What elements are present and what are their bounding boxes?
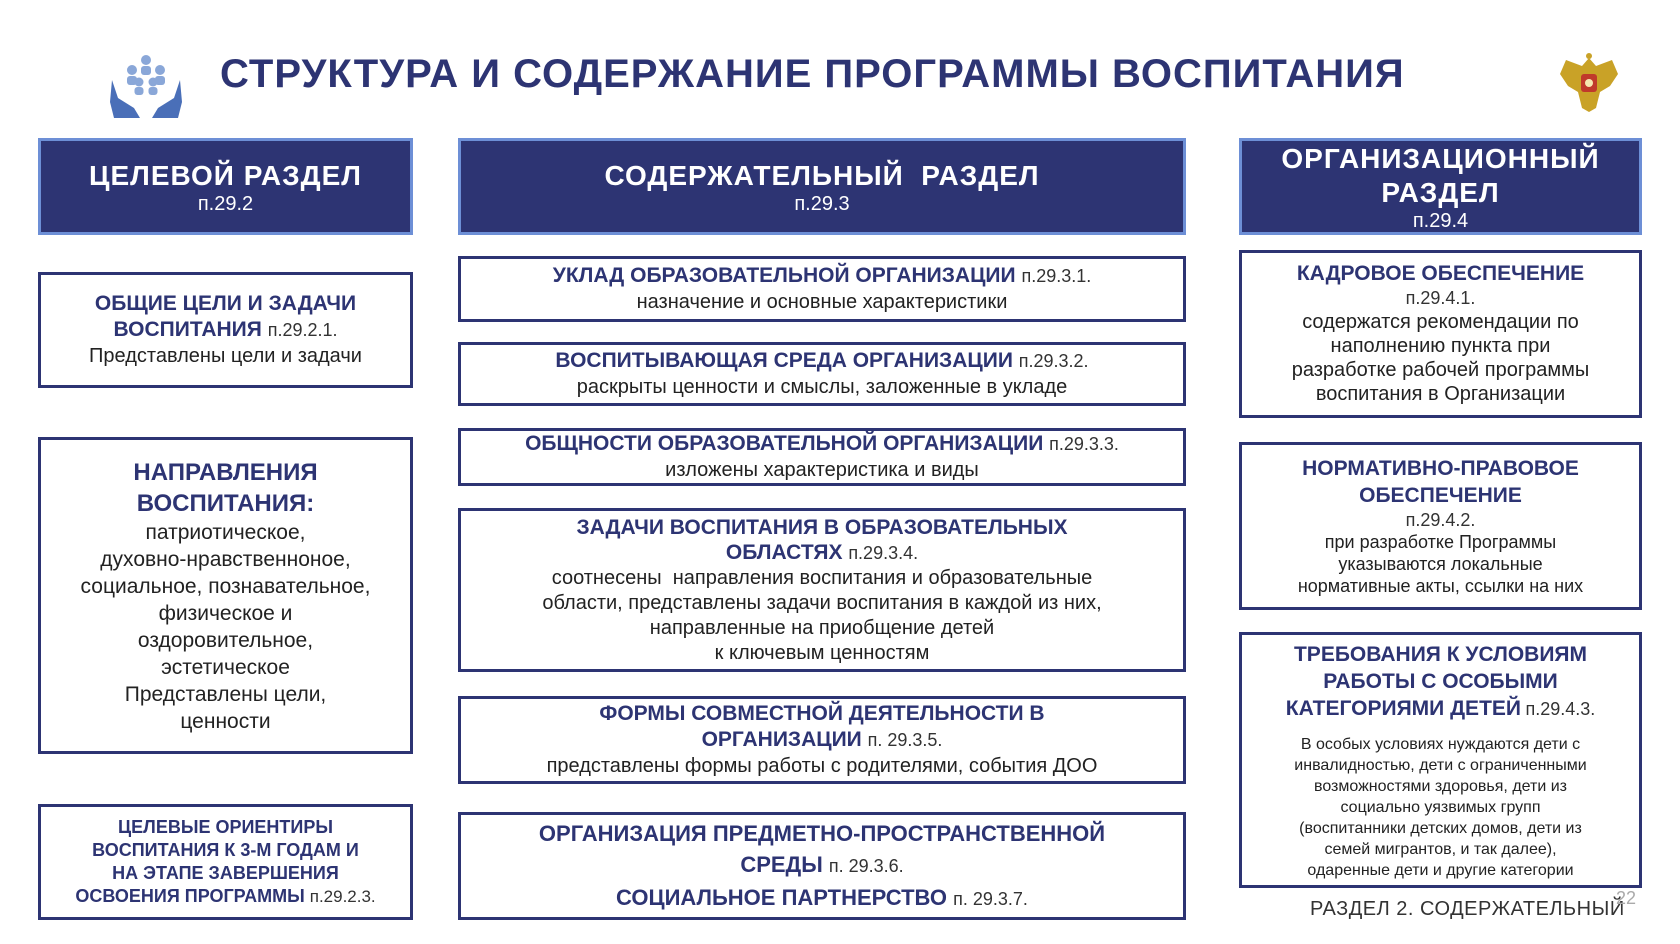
goals-ref: п.29.2.1. xyxy=(267,320,338,340)
trebovaniya-line: одаренные дети и другие категории xyxy=(1307,862,1574,879)
trebovaniya-line: социально уязвимых групп xyxy=(1340,799,1541,816)
obshchnosti-box xyxy=(458,428,1186,486)
uklad-desc: назначение и основные характеристики xyxy=(636,291,1008,313)
people-hands-icon xyxy=(108,52,184,120)
target-section-header xyxy=(38,138,413,235)
obshchnosti-title: ОБЩНОСТИ ОБРАЗОВАТЕЛЬНОЙ ОРГАНИЗАЦИИ xyxy=(525,432,1044,455)
kadry-line: наполнению пункта при xyxy=(1330,335,1551,357)
sreda-title: ВОСПИТЫВАЮЩАЯ СРЕДА ОРГАНИЗАЦИИ xyxy=(555,349,1013,372)
trebovaniya-line: инвалидностью, дети с ограниченными xyxy=(1294,757,1587,774)
directions-line: социальное, познавательное, xyxy=(80,574,371,598)
trebovaniya-title-line2: РАБОТЫ С ОСОБЫМИ xyxy=(1323,670,1558,693)
zadachi-title-line1: ЗАДАЧИ ВОСПИТАНИЯ В ОБРАЗОВАТЕЛЬНЫХ xyxy=(576,515,1068,539)
formy-title-line2: ОРГАНИЗАЦИИ xyxy=(701,728,862,751)
ppsr-ref: п. 29.3.6. xyxy=(828,855,904,876)
partnership-title: СОЦИАЛЬНОЕ ПАРТНЕРСТВО xyxy=(616,884,948,910)
benchmarks-line: ОСВОЕНИЯ ПРОГРАММЫ xyxy=(75,886,305,906)
zadachi-ref: п.29.3.4. xyxy=(848,542,919,563)
normativ-line: нормативные акты, ссылки на них xyxy=(1297,576,1584,596)
target-section-ref: п.29.2 xyxy=(197,192,254,215)
trebovaniya-title-line1: ТРЕБОВАНИЯ К УСЛОВИЯМ xyxy=(1293,643,1587,666)
kadry-line: содержатся рекомендации по xyxy=(1302,311,1579,333)
directions-box xyxy=(38,437,413,754)
ppsr-title-line1: ОРГАНИЗАЦИЯ ПРЕДМЕТНО-ПРОСТРАНСТВЕННОЙ xyxy=(538,820,1106,846)
org-section-header xyxy=(1239,138,1642,235)
sreda-desc: раскрыты ценности и смыслы, заложенные в укладе xyxy=(576,376,1068,398)
benchmarks-line: ВОСПИТАНИЯ К 3-М ГОДАМ И xyxy=(92,840,359,860)
formy-desc: представлены формы работы с родителями, события ДОО xyxy=(546,755,1098,777)
zadachi-box xyxy=(458,508,1186,672)
trebovaniya-line: семей мигрантов, и так далее), xyxy=(1324,841,1557,858)
obshchnosti-ref: п.29.3.3. xyxy=(1049,434,1119,454)
sreda-ref: п.29.3.2. xyxy=(1018,351,1089,371)
formy-title-line1: ФОРМЫ СОВМЕСТНОЙ ДЕЯТЕЛЬНОСТИ В xyxy=(599,702,1045,725)
uklad-box xyxy=(458,256,1186,322)
content-section-ref: п.29.3 xyxy=(794,192,850,215)
trebovaniya-title-line3: КАТЕГОРИЯМИ ДЕТЕЙ xyxy=(1285,697,1521,720)
normativ-box xyxy=(1239,442,1642,610)
directions-line: физическое и xyxy=(158,601,293,625)
kadry-line: воспитания в Организации xyxy=(1315,383,1566,405)
kadry-ref: п.29.4.1. xyxy=(1405,288,1476,308)
obshchnosti-desc: изложены характеристика и виды xyxy=(665,459,979,481)
page-title: СТРУКТУРА И СОДЕРЖАНИЕ ПРОГРАММЫ ВОСПИТАНИЯ xyxy=(220,52,1405,96)
trebovaniya-line: возможностями здоровья, дети из xyxy=(1314,778,1567,795)
normativ-ref: п.29.4.2. xyxy=(1405,510,1476,530)
kadry-box xyxy=(1239,250,1642,418)
org-section-title-line1: ОРГАНИЗАЦИОННЫЙ xyxy=(1281,142,1600,174)
benchmarks-box xyxy=(38,804,413,920)
ppsr-title-line2: СРЕДЫ xyxy=(740,851,823,877)
goals-desc: Представлены цели и задачи xyxy=(89,345,362,367)
benchmarks-ref: п.29.2.3. xyxy=(309,887,376,906)
partnership-ref: п. 29.3.7. xyxy=(953,888,1028,909)
kadry-line: разработке рабочей программы xyxy=(1291,359,1590,381)
directions-line: эстетическое xyxy=(161,655,290,679)
trebovaniya-ref: п.29.4.3. xyxy=(1525,699,1596,719)
zadachi-line: области, представлены задачи воспитания в каждой из них, xyxy=(542,591,1102,614)
zadachi-line: направленные на приобщение детей xyxy=(649,616,995,639)
goals-box xyxy=(38,272,413,388)
directions-line: оздоровительное, xyxy=(137,628,314,652)
org-section-title-line2: РАЗДЕЛ xyxy=(1381,176,1500,208)
normativ-title-line1: НОРМАТИВНО-ПРАВОВОЕ xyxy=(1302,457,1579,480)
directions-line: духовно-нравственноное, xyxy=(100,547,351,571)
trebovaniya-line: (воспитанники детских домов, дети из xyxy=(1299,820,1582,837)
content-section-header xyxy=(458,138,1186,235)
zadachi-line: соотнесены направления воспитания и образовательные xyxy=(551,566,1093,589)
ppsr-box xyxy=(458,812,1186,920)
footer-section-label: РАЗДЕЛ 2. СОДЕРЖАТЕЛЬНЫЙ xyxy=(1310,898,1625,920)
sreda-box xyxy=(458,342,1186,406)
goals-title-line1: ОБЩИЕ ЦЕЛИ И ЗАДАЧИ xyxy=(94,292,357,315)
page-number: 22 xyxy=(1616,888,1637,908)
directions-line: патриотическое, xyxy=(145,520,306,544)
target-section-title: ЦЕЛЕВОЙ РАЗДЕЛ xyxy=(89,159,362,191)
goals-title-line2: ВОСПИТАНИЯ xyxy=(113,318,262,341)
normativ-title-line2: ОБЕСПЕЧЕНИЕ xyxy=(1359,484,1522,507)
benchmarks-line: НА ЭТАПЕ ЗАВЕРШЕНИЯ xyxy=(112,863,339,883)
benchmarks-line: ЦЕЛЕВЫЕ ОРИЕНТИРЫ xyxy=(118,817,333,837)
directions-line: ценности xyxy=(180,709,271,733)
directions-title-line2: ВОСПИТАНИЯ: xyxy=(136,489,315,517)
normativ-line: указываются локальные xyxy=(1338,554,1543,574)
content-section-title: СОДЕРЖАТЕЛЬНЫЙ РАЗДЕЛ xyxy=(604,159,1040,191)
normativ-line: при разработке Программы xyxy=(1324,532,1557,552)
trebovaniya-line: В особых условиях нуждаются дети с xyxy=(1300,736,1581,753)
state-emblem-icon xyxy=(1556,52,1622,114)
directions-line: Представлены цели, xyxy=(124,682,327,706)
formy-box xyxy=(458,696,1186,784)
directions-title-line1: НАПРАВЛЕНИЯ xyxy=(133,458,318,486)
trebovaniya-box xyxy=(1239,632,1642,888)
zadachi-line: к ключевым ценностям xyxy=(714,641,930,664)
formy-ref: п. 29.3.5. xyxy=(867,730,943,750)
uklad-ref: п.29.3.1. xyxy=(1021,266,1092,286)
zadachi-title-line2: ОБЛАСТЯХ xyxy=(725,540,843,564)
org-section-ref: п.29.4 xyxy=(1412,209,1469,232)
uklad-title: УКЛАД ОБРАЗОВАТЕЛЬНОЙ ОРГАНИЗАЦИИ xyxy=(552,264,1016,287)
kadry-title: КАДРОВОЕ ОБЕСПЕЧЕНИЕ xyxy=(1296,262,1585,285)
